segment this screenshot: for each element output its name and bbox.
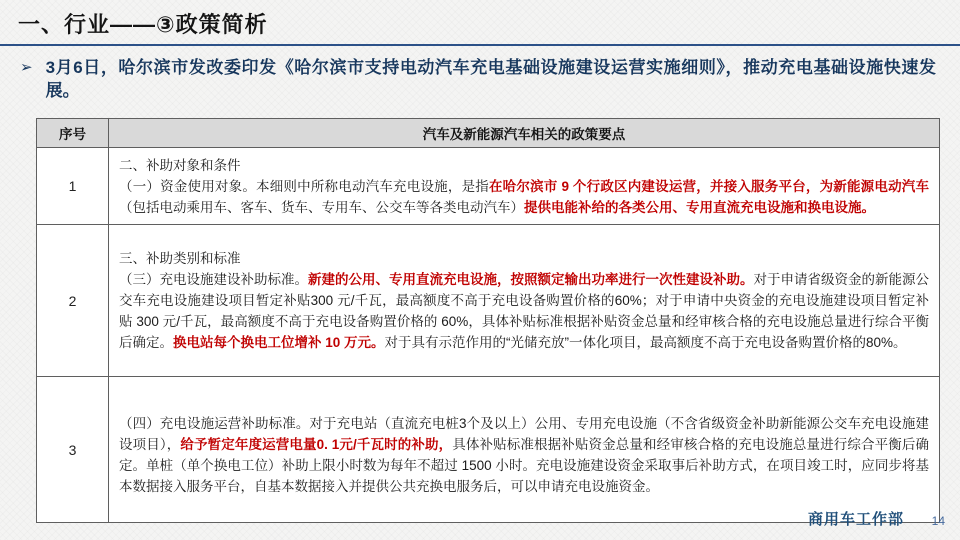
summary-text: 3月6日，哈尔滨市发改委印发《哈尔滨市支持电动汽车充电基础设施建设运营实施细则》，推动充电基础设施快速发展。 [45, 58, 936, 100]
page-title: 一、行业——③政策简析 [18, 12, 268, 37]
summary-bullet [20, 56, 936, 102]
row-number: 3 [37, 377, 109, 523]
policy-text-cell [109, 377, 940, 523]
header-policy-points: 汽车及新能源汽车相关的政策要点 [109, 119, 940, 148]
table-header-row [37, 119, 940, 148]
arrow-bullet-icon: ➢ [20, 59, 33, 76]
policy-text-cell [109, 225, 940, 377]
policy-paragraph: （一）资金使用对象。本细则中所称电动汽车充电设施，是指在哈尔滨市 9 个行政区内建设运营，并接入服务平台，为新能源电动汽车（包括电动乘用车、客车、货车、专用车、公交车等各类电动汽车）提供电能补给的各类公用、专用直流充电设施和换电设施。 [119, 178, 929, 215]
policy-paragraph: 二、补助对象和条件 [119, 157, 241, 173]
table-row [37, 225, 940, 377]
row-number: 2 [37, 225, 109, 377]
footer-department: 商用车工作部 [807, 511, 904, 528]
policy-paragraph: （四）充电设施运营补助标准。对于充电站（直流充电桩3个及以上）公用、专用充电设施（不含省级资金补助新能源公交车充电设施建设项目），给予暂定年度运营电量0. 1元/千瓦时的补助，具体补贴标准根据补贴资金总量和经审核合格的充电设施总量进行综合平衡后确定。单桩（单个换电工位）补助上限小时数为每年不超过 1500 小时。充电设施建设资金采取事后补助方式，在项目竣工时，应同步将基本数据接入服务平台，自基本数据接入并提供公共充换电服务后，可以申请充电设施资金。 [119, 415, 929, 494]
table-row [37, 377, 940, 523]
policy-table [36, 118, 940, 523]
title-divider [0, 44, 960, 46]
page-number: 14 [931, 514, 945, 528]
policy-paragraph: （三）充电设施建设补助标准。新建的公用、专用直流充电设施，按照额定输出功率进行一次性建设补助。对于申请省级资金的新能源公交车充电设施建设项目暂定补贴300 元/千瓦，最高额度不高于充电设备购置价格的60%；对于申请中央资金的充电设施建设项目暂定补贴 300 元/千瓦，最高额度不高于充电设备购置价格的 60%，具体补贴标准根据补贴资金总量和经审核合格的充电设施总量进行综合平衡后确定。换电站每个换电工位增补 10 万元。对于具有示范作用的“光储充放”一体化项目，最高额度不高于充电设备购置价格的80%。 [119, 272, 929, 350]
table-row [37, 148, 940, 225]
header-index: 序号 [37, 119, 109, 148]
row-number: 1 [37, 148, 109, 225]
policy-text-cell [109, 148, 940, 225]
policy-paragraph: 三、补助类别和标准 [119, 251, 241, 266]
